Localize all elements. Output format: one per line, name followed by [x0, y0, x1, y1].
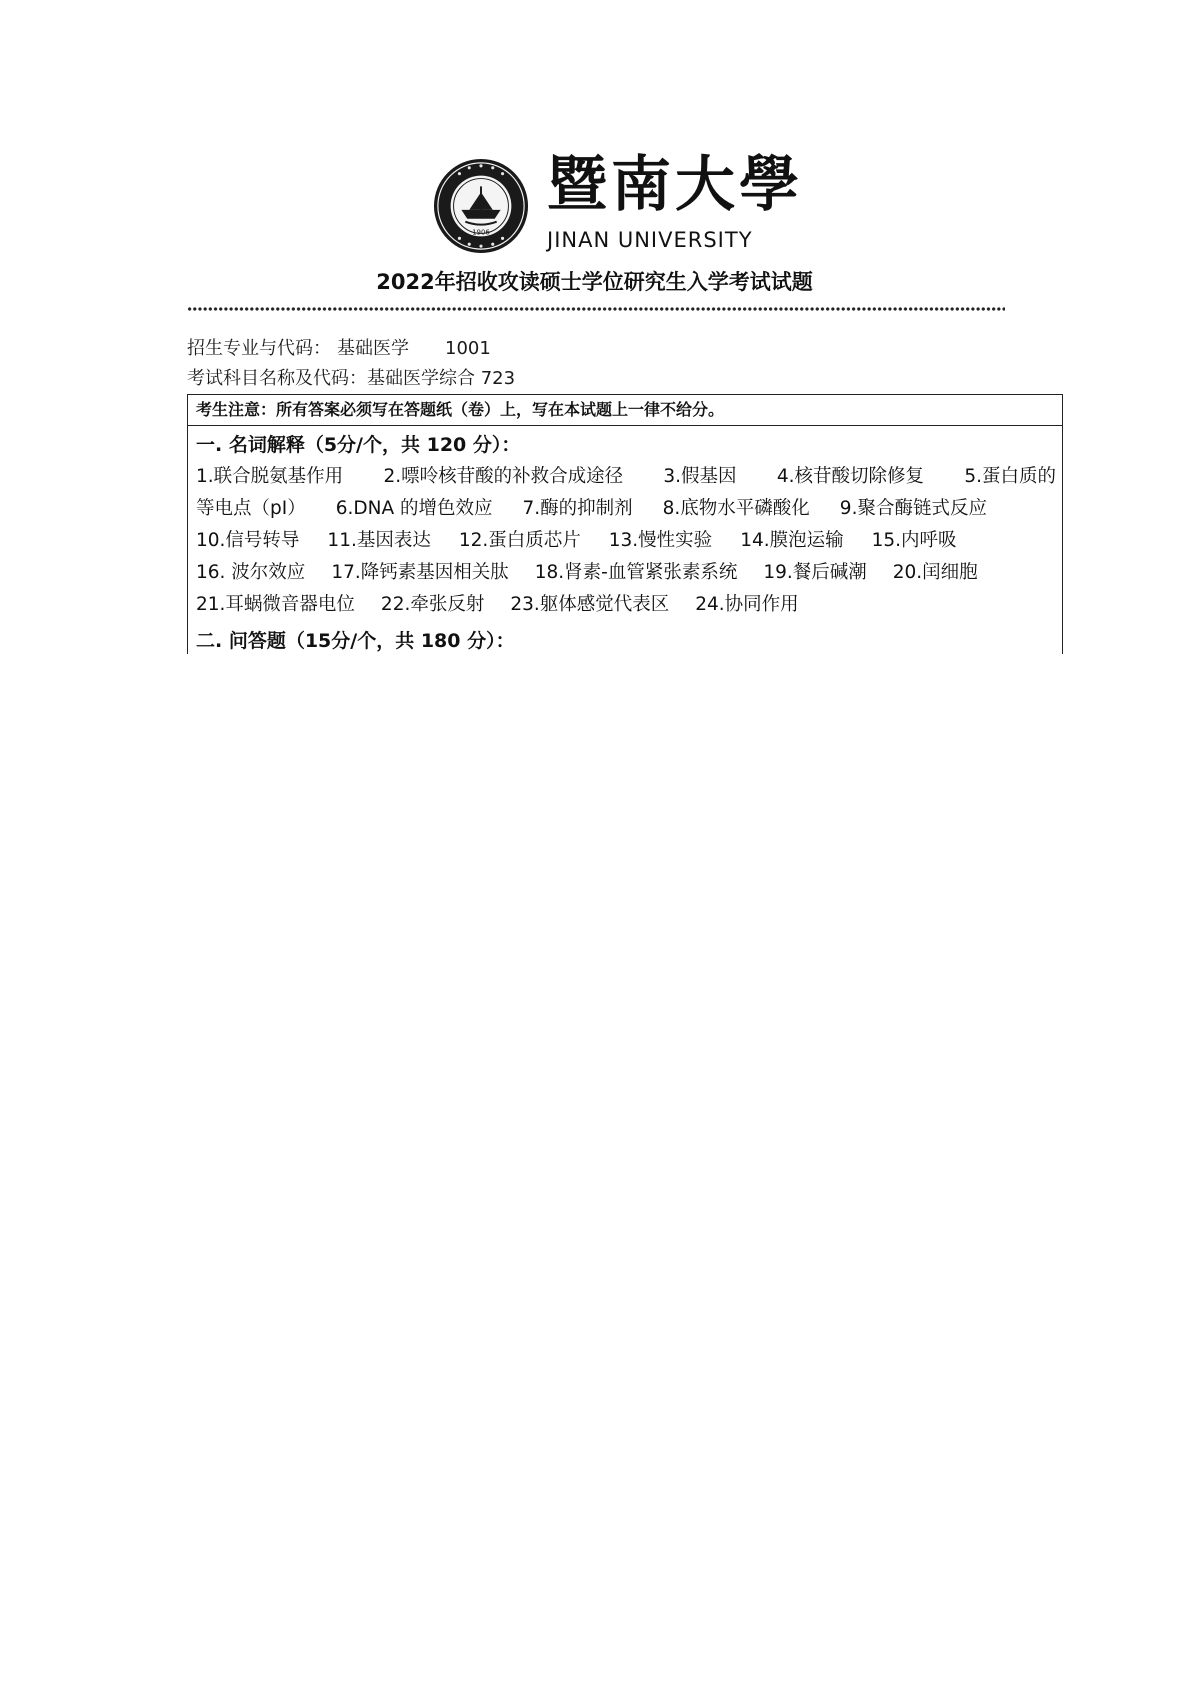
- subject-info: [187, 366, 515, 392]
- term-item: 11.基因表达: [327, 530, 431, 551]
- dotted-divider: [187, 305, 1005, 313]
- term-item: 5.蛋白质的: [964, 466, 1056, 487]
- university-seal-icon: [432, 157, 530, 255]
- term-item: 22.牵张反射: [380, 594, 485, 615]
- major-label: 招生专业与代码：: [187, 338, 331, 359]
- term-item: 16. 波尔效应: [196, 562, 306, 583]
- term-item: 9.聚合酶链式反应: [839, 498, 987, 519]
- term-item: 18.肾素-血管紧张素系统: [534, 562, 738, 583]
- term-item: 12.蛋白质芯片: [458, 530, 581, 551]
- section-heading-questions: 二. 问答题（15分/个，共 180 分）：: [196, 630, 515, 652]
- term-item: 20.闰细胞: [892, 562, 978, 583]
- term-item: 4.核苷酸切除修复: [776, 466, 925, 487]
- term-item: 23.躯体感觉代表区: [510, 594, 670, 615]
- term-item: 15.内呼吸: [871, 530, 957, 551]
- term-item: 13.慢性实验: [608, 530, 713, 551]
- term-item: 19.餐后碱潮: [763, 562, 867, 583]
- term-item: 17.降钙素基因相关肽: [331, 562, 509, 583]
- subject-label: 考试科目名称及代码：: [187, 368, 367, 389]
- terms-line: [196, 495, 1056, 523]
- university-wordmark: [547, 150, 803, 260]
- candidate-notice: 考生注意：所有答案必须写在答题纸（卷）上，写在本试题上一律不给分。: [188, 395, 1062, 426]
- subject-value: 基础医学综合 723: [367, 368, 516, 389]
- major-info: [187, 336, 491, 362]
- major-code: 1001: [445, 338, 491, 359]
- terms-line: [196, 559, 1056, 587]
- term-item: 21.耳蜗微音器电位: [196, 594, 355, 615]
- seal-year: 1906: [472, 228, 490, 237]
- term-item: 6.DNA 的增色效应: [335, 498, 493, 519]
- university-logo: [432, 150, 803, 260]
- terms-line: [196, 527, 1056, 555]
- major-value: 基础医学: [337, 338, 409, 359]
- university-name-en: JINAN UNIVERSITY: [547, 228, 753, 252]
- term-item: 14.膜泡运输: [740, 530, 844, 551]
- university-name-cn: 暨南大學: [547, 150, 803, 220]
- exam-title: 2022年招收攻读硕士学位研究生入学考试试题: [376, 270, 813, 294]
- term-item: 7.酶的抑制剂: [522, 498, 633, 519]
- term-item: 3.假基因: [663, 466, 737, 487]
- term-item: 2.嘌呤核苷酸的补救合成途径: [383, 466, 624, 487]
- question-frame: [187, 394, 1063, 654]
- terms-line: [196, 591, 1056, 619]
- term-item: 24.协同作用: [695, 594, 799, 615]
- terms-line: [196, 463, 1056, 491]
- section-heading-terms: 一. 名词解释（5分/个，共 120 分）：: [196, 434, 521, 456]
- term-item: 8.底物水平磷酸化: [662, 498, 810, 519]
- term-item: 10.信号转导: [196, 530, 300, 551]
- term-item: 等电点（pI）: [196, 498, 306, 519]
- term-item: 1.联合脱氨基作用: [196, 466, 344, 487]
